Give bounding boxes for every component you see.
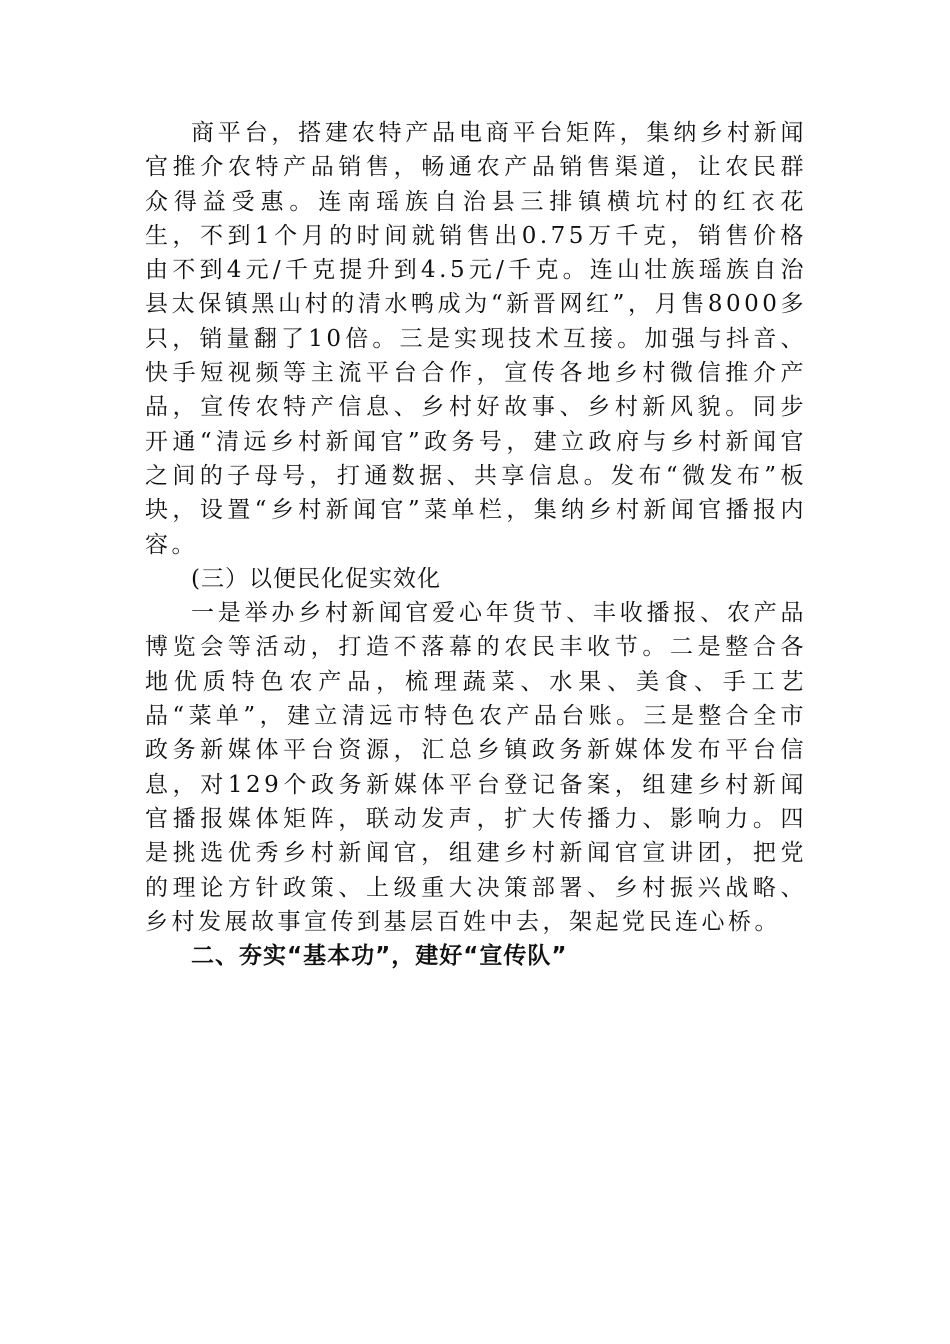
body-paragraph: 一是举办乡村新闻官爱心年货节、丰收播报、农产品博览会等活动，打造不落幕的农民丰收节。二是整合各地优质特色农产品，梳理蔬菜、水果、美食、手工艺品“菜单”，建立清远市特色农产品台账。三是整合全市政务新媒体平台资源，汇总乡镇政务新媒体发布平台信息，对129个政务新媒体平台登记备案，组建乡村新闻官播报媒体矩阵，联动发声，扩大传播力、影响力。四是挑选优秀乡村新闻官，组建乡村新闻官宣讲团，把党的理论方针政策、上级重大决策部署、乡村振兴战略、乡村发展故事宣传到基层百姓中去，架起党民连心桥。	[145, 600, 807, 935]
body-paragraph: 商平台，搭建农特产品电商平台矩阵，集纳乡村新闻官推介农特产品销售，畅通农产品销售渠道，让农民群众得益受惠。连南瑶族自治县三排镇横坑村的红衣花生，不到1个月的时间就销售出0.75万千克，销售价格由不到4元/千克提升到4.5元/千克。连山壮族瑶族自治县太保镇黑山村的清水鸭成为“新晋网红”，月售8000多只，销量翻了10倍。三是实现技术互接。加强与抖音、快手短视频等主流平台合作，宣传各地乡村微信推介产品，宣传农特产信息、乡村好故事、乡村新风貌。同步开通“清远乡村新闻官”政务号，建立政府与乡村新闻官之间的子母号，打通数据、共享信息。发布“微发布”板块，设置“乡村新闻官”菜单栏，集纳乡村新闻官播报内容。	[145, 120, 807, 558]
section-heading: 二、夯实“基本功”，建好“宣传队”	[191, 943, 568, 970]
document-body	[145, 116, 807, 973]
subheading: (三）以便民化促实效化	[191, 565, 441, 592]
